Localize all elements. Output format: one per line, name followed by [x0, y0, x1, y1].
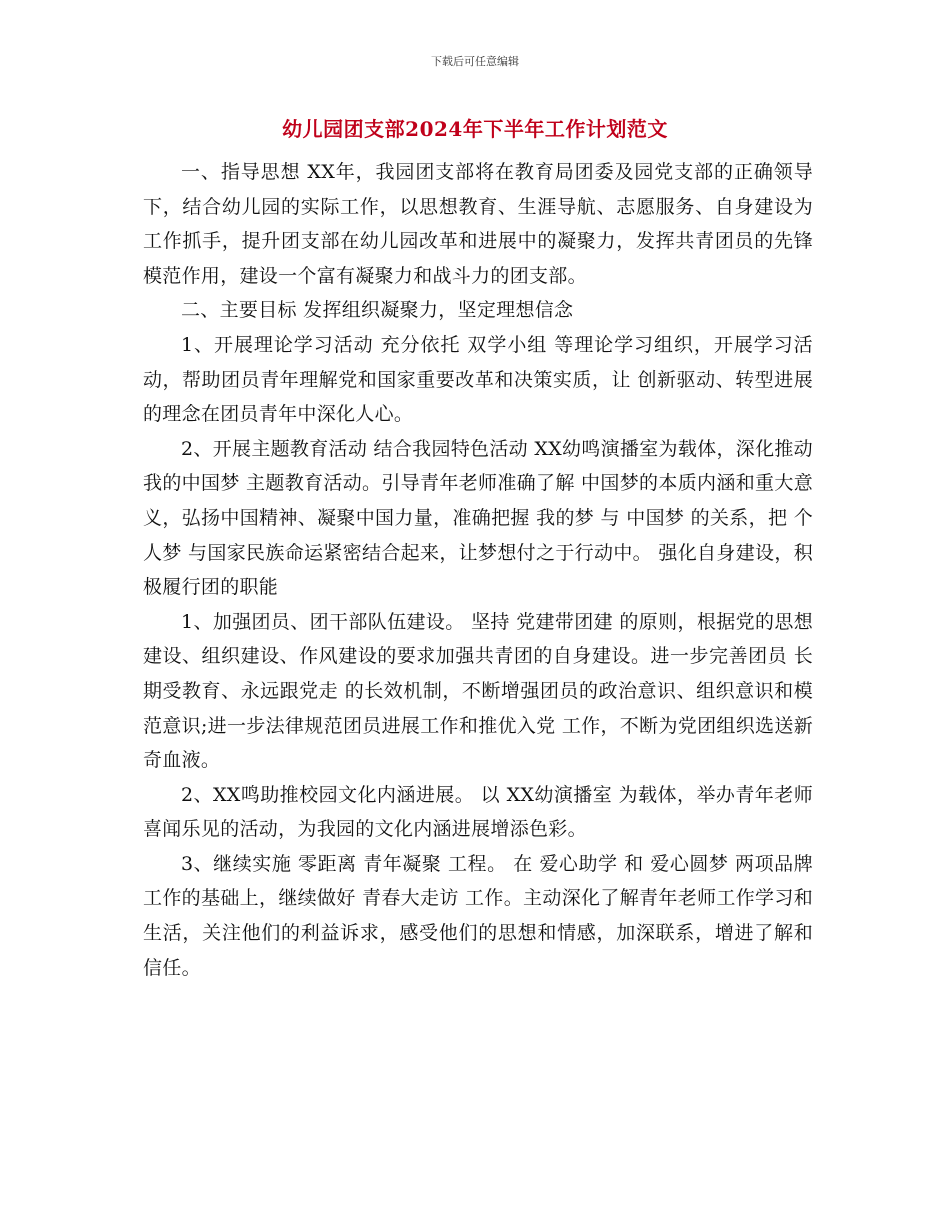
paragraph-team-building: 1、加强团员、团干部队伍建设。 坚持 党建带团建 的原则，根据党的思想建设、组织建设、作风建设的要求加强共青团的自身建设。进一步完善团员 长期受教育、永远跟党走 的长效机制，不断增强团员的政治意识、组织意识和模范意识;进一步法律规范团员进展工作和推优入党 工作，不断为党团组织选送新奇血液。 [143, 610, 813, 772]
paragraph-campus-culture: 2、XX鸣助推校园文化内涵进展。 以 XX幼演播室 为载体，举办青年老师喜闻乐见的活动，为我园的文化内涵进展增添色彩。 [143, 783, 813, 841]
paragraph-zero-distance: 3、继续实施 零距离 青年凝聚 工程。 在 爱心助学 和 爱心圆梦 两项品牌工作的基础上，继续做好 青春大走访 工作。主动深化了解青年老师工作学习和生活，关注他们的利益诉求，感受他们的思想和情感，加深联系，增进了解和信任。 [143, 852, 813, 979]
paragraph-guiding-thought: 一、指导思想 XX年，我园团支部将在教育局团委及园党支部的正确领导下，结合幼儿园的实际工作，以思想教育、生涯导航、志愿服务、自身建设为工作抓手，提升团支部在幼儿园改革和进展中的凝聚力，发挥共青团员的先锋模范作用，建设一个富有凝聚力和战斗力的团支部。 [143, 161, 813, 287]
document-title: 幼儿园团支部2024年下半年工作计划范文 [282, 117, 668, 141]
paragraph-theory-study: 1、开展理论学习活动 充分依托 双学小组 等理论学习组织，开展学习活动，帮助团员青年理解党和国家重要改革和决策实质，让 创新驱动、转型进展 的理念在团员青年中深化人心。 [143, 333, 813, 426]
document-body [143, 155, 813, 985]
paragraph-main-goal: 二、主要目标 发挥组织凝聚力，坚定理想信念 [181, 299, 574, 322]
paragraph-theme-education: 2、开展主题教育活动 结合我园特色活动 XX幼鸣演播室为载体，深化推动 我的中国梦 主题教育活动。引导青年老师准确了解 中国梦的本质内涵和重大意义，弘扬中国精神、凝聚中国力量，准确把握 我的梦 与 中国梦 的关系，把 个人梦 与国家民族命运紧密结合起来，让梦想付之于行动中。 强化自身建设，积极履行团的职能 [143, 437, 813, 599]
header-note: 下载后可任意编辑 [431, 55, 519, 68]
